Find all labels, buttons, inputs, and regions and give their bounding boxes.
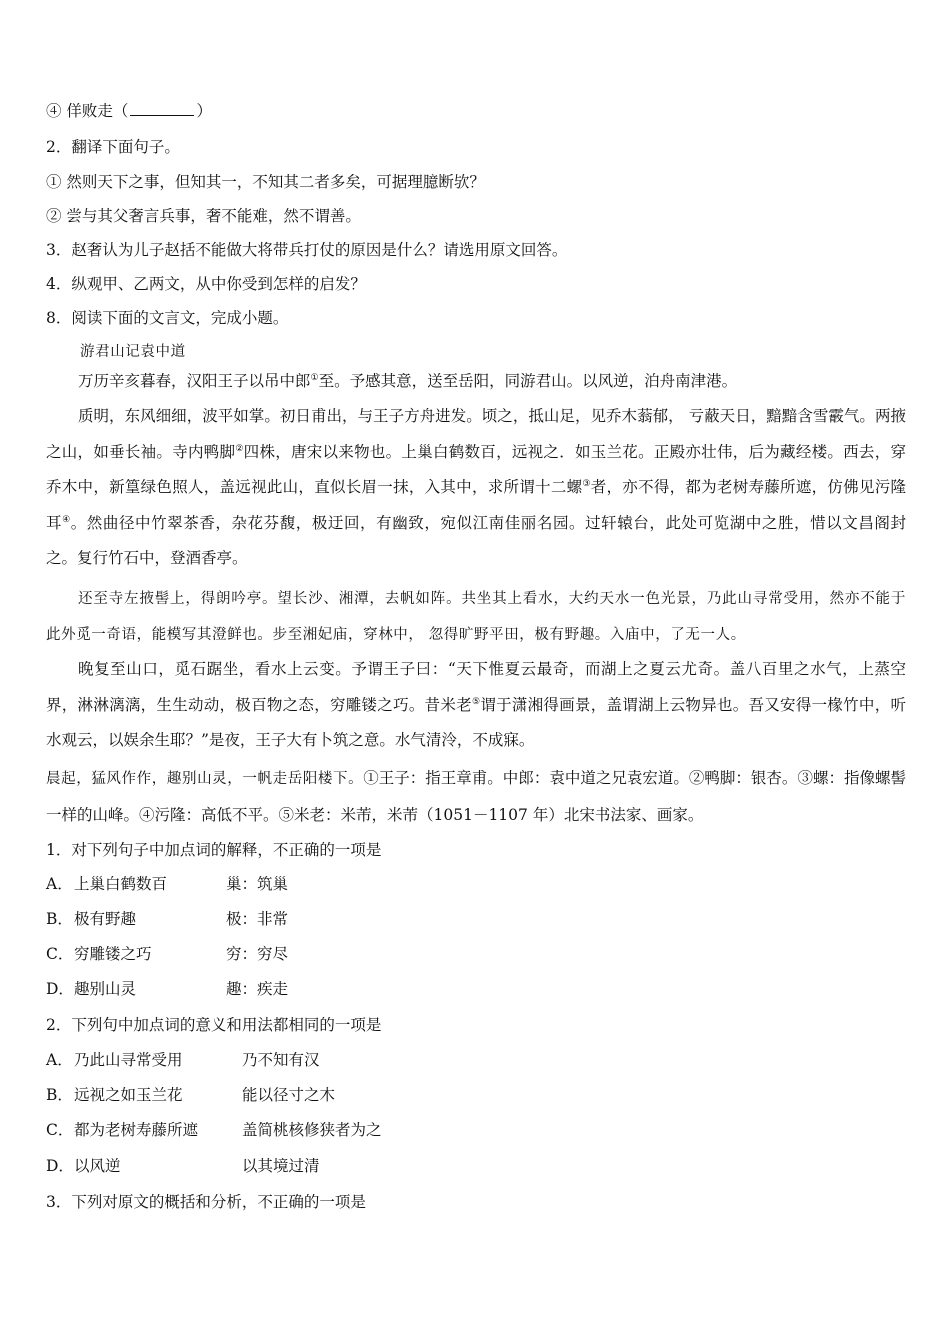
passage-paragraph-3: 还至寺左掖髻上，得朗吟亭。望长沙、湘潭，去帆如阵。共坐其上看水，大约天水一色光景，乃此山寻常受用，然亦不能于此外觅一奇语，能模写其澄鲜也。步至湘妃庙，穿林中， 忽得旷野平田，极有野趣。入庙中，了无一人。 — [46, 591, 906, 643]
subquestion-1-option-c: C．穷雕镂之巧 穷：穷尽 — [46, 945, 289, 963]
translate-sentence-2: ② 尝与其父奢言兵事，奢不能难，然不谓善。 — [46, 207, 361, 225]
subquestion-3-stem: 3．下列对原文的概括和分析，不正确的一项是 — [46, 1193, 366, 1211]
subquestion-2-option-a: A．乃此山寻常受用 乃不知有汉 — [46, 1051, 320, 1069]
footnote-ref-2: ② — [235, 443, 244, 454]
footnote-ref-5: ⑤ — [471, 696, 481, 707]
question-item-4: ④ 佯败走（ ） — [46, 102, 212, 120]
passage-ending-and-footnotes: 晨起，猛风作作，趣别山灵，一帆走岳阳楼下。①王子：指王章甫。中郎：袁中道之兄袁宏道。②鸭脚：银杏。③螺：指像螺髻一样的山峰。④污隆：高低不平。⑤米老：米芾，米芾（1051－1107 年）北宋书法家、画家。 — [46, 769, 906, 824]
translate-sentence-1: ① 然则天下之事，但知其一，不知其二者多矣，可据理臆断欤？ — [46, 173, 485, 191]
footnote-ref-1: ① — [310, 372, 319, 383]
answer-blank — [130, 102, 194, 116]
question-4: 4．纵观甲、乙两文，从中你受到怎样的启发？ — [46, 275, 366, 293]
footnote-ref-3: ③ — [582, 478, 591, 489]
subquestion-1-option-b: B．极有野趣 极：非常 — [46, 910, 289, 928]
subquestion-1-option-d: D．趣别山灵 趣：疾走 — [46, 980, 289, 998]
subquestion-1-stem: 1．对下列句子中加点词的解释，不正确的一项是 — [46, 841, 382, 859]
passage-paragraph-2: 质明，东风细细，波平如掌。初日甫出，与王子方舟进发。顷之，抵山足，见乔木蓊郁， 亏蔽天日，黯黯含雪霰气。两掖之山，如垂长袖。寺内鸭脚②四株，唐宋以来物也。上巢白鹤数百，远视之．如玉兰花。正殿亦壮伟，后为藏经楼。西去，穿乔木中，新篁绿色照人，盖远视此山，直似长眉一抹，入其中，求所谓十二螺③者，亦不得，都为老树寿藤所遮，仿佛见污隆耳④。然曲径中竹翠茶香，杂花芬馥，极迂回，有幽致，宛似江南佳丽名园。过轩辕台，此处可览湖中之胜，惜以文昌阁封之。复行竹石中，登酒香亭。 — [46, 407, 906, 567]
footnote-ref-4: ④ — [62, 514, 71, 525]
question-8-heading: 8．阅读下面的文言文，完成小题。 — [46, 309, 289, 327]
question-2-heading: 2．翻译下面句子。 — [46, 138, 180, 156]
subquestion-2-option-b: B．远视之如玉兰花 能以径寸之木 — [46, 1086, 336, 1104]
passage-title: 游君山记袁中道 — [80, 344, 186, 360]
passage-paragraph-4: 晚复至山口，觅石踞坐，看水上云变。予谓王子曰：“天下惟夏云最奇，而湖上之夏云尤奇。盖八百里之水气，上蒸空界，淋淋漓漓，生生动动，极百物之态，穷雕镂之巧。昔米老⑤谓于潇湘得画景，盖谓湖上云物异也。吾又安得一椽竹中，听水观云，以娱余生耶？”是夜，王子大有卜筑之意。水气清泠，不成寐。 — [46, 660, 906, 749]
subquestion-2-stem: 2．下列句中加点词的意义和用法都相同的一项是 — [46, 1016, 382, 1034]
subquestion-1-option-a: A．上巢白鹤数百 巢：筑巢 — [46, 875, 289, 893]
subquestion-2-option-c: C．都为老树寿藤所遮 盖简桃核修狭者为之 — [46, 1121, 382, 1139]
question-3: 3．赵奢认为儿子赵括不能做大将带兵打仗的原因是什么？请选用原文回答。 — [46, 241, 568, 259]
passage-paragraph-1: 万历辛亥暮春，汉阳王子以吊中郎①至。予感其意，送至岳阳，同游君山。以风逆，泊舟南津港。 — [78, 372, 738, 390]
subquestion-2-option-d: D．以风逆 以其境过清 — [46, 1157, 320, 1175]
